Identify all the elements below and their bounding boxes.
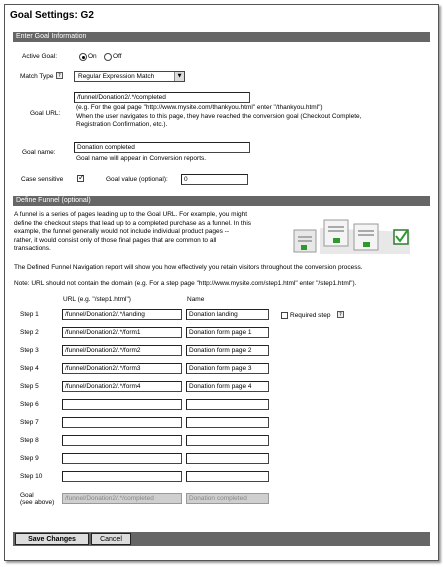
goal-url-help-line-2: When the user navigates to this page, they have reached the conversion goal (Checkout Complete, — [76, 112, 362, 120]
required-step-label: Required step — [290, 312, 331, 319]
active-off-radio[interactable] — [104, 53, 112, 61]
step-label: Step 7 — [20, 419, 39, 426]
step-name-input[interactable]: Donation form page 1 — [186, 327, 269, 338]
step-url-input[interactable] — [62, 453, 182, 464]
step-label: Step 5 — [20, 383, 39, 390]
step-url-input[interactable] — [62, 399, 182, 410]
goal-row-label-line-2: (see above) — [20, 499, 55, 506]
step-url-input[interactable]: /funnel/Donation2/.*/form4 — [62, 381, 182, 392]
funnel-domain-note: Note: URL should not contain the domain (e.g. For a step page "http://www.mysite.com/step1.html" enter "/step1.html"). — [14, 280, 357, 287]
step-url-input[interactable]: /funnel/Donation2/.*/form2 — [62, 345, 182, 356]
step-label: Step 1 — [20, 311, 39, 318]
step-label: Step 3 — [20, 347, 39, 354]
active-on-radio[interactable] — [79, 53, 87, 61]
goal-url-help-line-3: Registration Confirmation, etc.). — [76, 121, 168, 128]
funnel-report-note: The Defined Funnel Navigation report will show you how effectively you retain visitors throughout the conversion process. — [14, 264, 363, 271]
match-type-label: Match Type — [20, 73, 54, 80]
goal-row-name-input: Donation completed — [186, 493, 269, 504]
goal-row-label-line-1: Goal — [20, 492, 34, 499]
step-url-input[interactable] — [62, 417, 182, 428]
goal-url-input[interactable]: /funnel/Donation2/.*/completed — [74, 92, 250, 103]
step-name-input[interactable]: Donation landing — [186, 309, 269, 320]
section-header-funnel: Define Funnel (optional) — [13, 196, 430, 206]
step-name-input[interactable] — [186, 471, 269, 482]
match-type-value: Regular Expression Match — [78, 73, 155, 80]
url-column-header: URL (e.g. "/step1.html") — [63, 296, 131, 303]
active-off-label: Off — [113, 53, 122, 60]
step-label: Step 9 — [20, 455, 39, 462]
step-name-input[interactable] — [186, 435, 269, 446]
case-sensitive-label: Case sensitive — [21, 176, 64, 183]
goal-url-help — [76, 104, 426, 130]
goal-value-input[interactable]: 0 — [181, 174, 248, 185]
step-name-input[interactable] — [186, 399, 269, 410]
chevron-down-icon: ▼ — [174, 72, 184, 81]
step-label: Step 4 — [20, 365, 39, 372]
step-name-input[interactable]: Donation form page 4 — [186, 381, 269, 392]
goal-name-input[interactable]: Donation completed — [74, 142, 250, 153]
funnel-illustration-icon — [290, 214, 420, 258]
step-url-input[interactable]: /funnel/Donation2/.*/landing — [62, 309, 182, 320]
step-url-input[interactable]: /funnel/Donation2/.*/form1 — [62, 327, 182, 338]
goal-url-help-line-1: (e.g. For the goal page "http://www.mysite.com/thankyou.html" enter "/thankyou.html") — [76, 104, 323, 111]
step-name-input[interactable] — [186, 417, 269, 428]
goal-name-help: Goal name will appear in Conversion reports. — [76, 155, 207, 162]
active-on-label: On — [88, 53, 97, 60]
funnel-intro-line-4: rather, it would consist only of those final pages that are common to all — [14, 236, 217, 244]
funnel-intro-line-1: A funnel is a series of pages leading up to the Goal URL. For example, you might — [14, 211, 248, 218]
goal-row-label — [20, 492, 54, 506]
step-name-input[interactable] — [186, 453, 269, 464]
funnel-intro-line-3: example, the funnel generally would not include individual product pages -- — [14, 228, 229, 235]
match-type-select[interactable] — [74, 71, 185, 82]
funnel-intro — [14, 211, 284, 254]
case-sensitive-checkbox[interactable] — [77, 175, 84, 182]
page-title: Goal Settings: G2 — [10, 10, 94, 21]
step-url-input[interactable]: /funnel/Donation2/.*/form3 — [62, 363, 182, 374]
goal-name-label: Goal name: — [22, 149, 56, 156]
goal-value-label: Goal value (optional): — [106, 176, 168, 183]
step-label: Step 2 — [20, 329, 39, 336]
cancel-button[interactable]: Cancel — [91, 533, 131, 545]
goal-row-url-input: /funnel/Donation2/.*/completed — [62, 493, 182, 504]
step-label: Step 10 — [20, 473, 43, 480]
active-goal-label: Active Goal: — [22, 53, 58, 60]
help-icon[interactable]: ? — [56, 72, 63, 79]
funnel-intro-line-5: transactions. — [14, 245, 51, 252]
step-label: Step 8 — [20, 437, 39, 444]
step-name-input[interactable]: Donation form page 3 — [186, 363, 269, 374]
step-url-input[interactable] — [62, 435, 182, 446]
section-header-goal-info: Enter Goal Information — [13, 32, 430, 42]
name-column-header: Name — [187, 296, 205, 303]
help-icon[interactable]: ? — [337, 311, 344, 318]
step-name-input[interactable]: Donation form page 2 — [186, 345, 269, 356]
save-changes-button[interactable]: Save Changes — [15, 533, 89, 545]
button-bar — [13, 532, 430, 546]
required-step-checkbox[interactable] — [281, 312, 288, 319]
funnel-intro-line-2: define the checkout steps that lead up to a completed purchase as a funnel. In this — [14, 219, 252, 227]
step-label: Step 6 — [20, 401, 39, 408]
step-url-input[interactable] — [62, 471, 182, 482]
goal-url-label: Goal URL: — [30, 110, 61, 117]
